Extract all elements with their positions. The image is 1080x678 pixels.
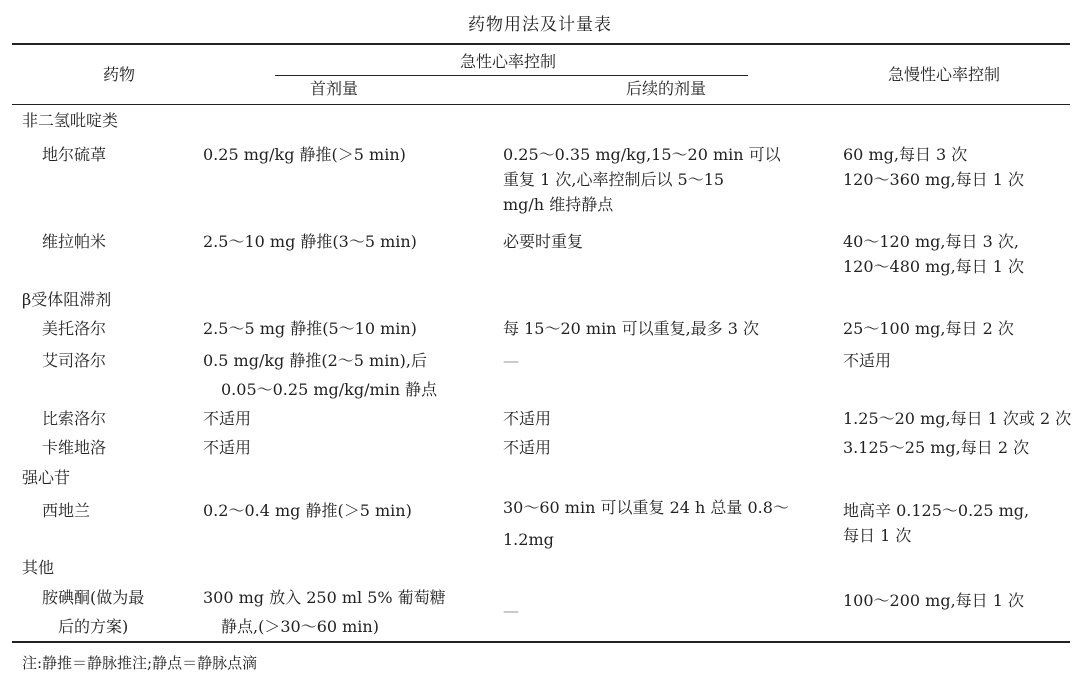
header-drug: 药物: [103, 65, 136, 84]
bisoprolol-first: 不适用: [203, 409, 252, 428]
drug-cedilanid: 西地兰: [42, 501, 91, 520]
drug-verapamil: 维拉帕米: [42, 232, 107, 251]
header-chronic: 急慢性心率控制: [888, 65, 1001, 84]
cedilanid-chronic-1: 地高辛 0.125～0.25 mg,: [843, 501, 1030, 520]
header-subsequent: 后续的剂量: [626, 79, 707, 98]
diltiazem-chronic-1: 60 mg,每日 3 次: [843, 145, 968, 164]
esmolol-first-2: 0.05～0.25 mg/kg/min 静点: [221, 380, 438, 399]
esmolol-first-1: 0.5 mg/kg 静推(2～5 min),后: [203, 351, 427, 370]
cedilanid-sub-1: 30～60 min 可以重复 24 h 总量 0.8～: [503, 498, 789, 517]
amiodarone-sub: —: [503, 601, 519, 620]
drug-diltiazem: 地尔硫䓬: [42, 145, 107, 164]
drug-carvedilol: 卡维地洛: [42, 438, 107, 457]
header-first-dose: 首剂量: [310, 79, 359, 98]
drug-amiodarone-2: 后的方案): [58, 617, 129, 636]
esmolol-chronic: 不适用: [843, 351, 892, 370]
group-beta-blockers: β受体阻滞剂: [22, 290, 112, 309]
header-rule: [12, 104, 1070, 105]
amiodarone-first-2: 静点,(＞30～60 min): [221, 617, 379, 636]
group-non-dihydropyridine: 非二氢吡啶类: [22, 111, 119, 130]
carvedilol-sub: 不适用: [503, 438, 552, 457]
cedilanid-chronic-2: 每日 1 次: [843, 526, 912, 545]
verapamil-chronic-1: 40～120 mg,每日 3 次,: [843, 232, 1019, 251]
drug-bisoprolol: 比索洛尔: [42, 409, 107, 428]
carvedilol-first: 不适用: [203, 438, 252, 457]
esmolol-sub: —: [503, 351, 519, 370]
metoprolol-sub: 每 15～20 min 可以重复,最多 3 次: [503, 319, 760, 338]
cedilanid-first: 0.2～0.4 mg 静推(＞5 min): [203, 501, 412, 520]
amiodarone-chronic: 100～200 mg,每日 1 次: [843, 591, 1025, 610]
bisoprolol-chronic: 1.25～20 mg,每日 1 次或 2 次: [843, 409, 1072, 428]
amiodarone-first-1: 300 mg 放入 250 ml 5% 葡萄糖: [203, 588, 446, 607]
bottom-rule: [12, 641, 1070, 643]
diltiazem-chronic-2: 120～360 mg,每日 1 次: [843, 170, 1025, 189]
verapamil-sub: 必要时重复: [503, 232, 584, 251]
group-cardiac-glycosides: 强心苷: [22, 468, 71, 487]
table-note: 注:静推＝静脉推注;静点＝静脉点滴: [22, 654, 258, 672]
verapamil-chronic-2: 120～480 mg,每日 1 次: [843, 257, 1025, 276]
carvedilol-chronic: 3.125～25 mg,每日 2 次: [843, 438, 1030, 457]
metoprolol-chronic: 25～100 mg,每日 2 次: [843, 319, 1014, 338]
group-other: 其他: [22, 558, 55, 577]
drug-metoprolol: 美托洛尔: [42, 319, 107, 338]
drug-esmolol: 艾司洛尔: [42, 351, 107, 370]
cedilanid-sub-2: 1.2mg: [503, 530, 554, 549]
table-title: 药物用法及计量表: [468, 15, 612, 35]
diltiazem-sub-2: 重复 1 次,心率控制后以 5～15: [503, 170, 725, 189]
bisoprolol-sub: 不适用: [503, 409, 552, 428]
top-rule: [12, 43, 1070, 45]
header-acute: 急性心率控制: [460, 52, 557, 71]
diltiazem-sub-3: mg/h 维持静点: [503, 195, 614, 214]
diltiazem-sub-1: 0.25～0.35 mg/kg,15～20 min 可以: [503, 145, 781, 164]
metoprolol-first: 2.5～5 mg 静推(5～10 min): [203, 319, 417, 338]
diltiazem-first: 0.25 mg/kg 静推(＞5 min): [203, 145, 406, 164]
verapamil-first: 2.5～10 mg 静推(3～5 min): [203, 232, 417, 251]
drug-amiodarone-1: 胺碘酮(做为最: [42, 588, 145, 607]
